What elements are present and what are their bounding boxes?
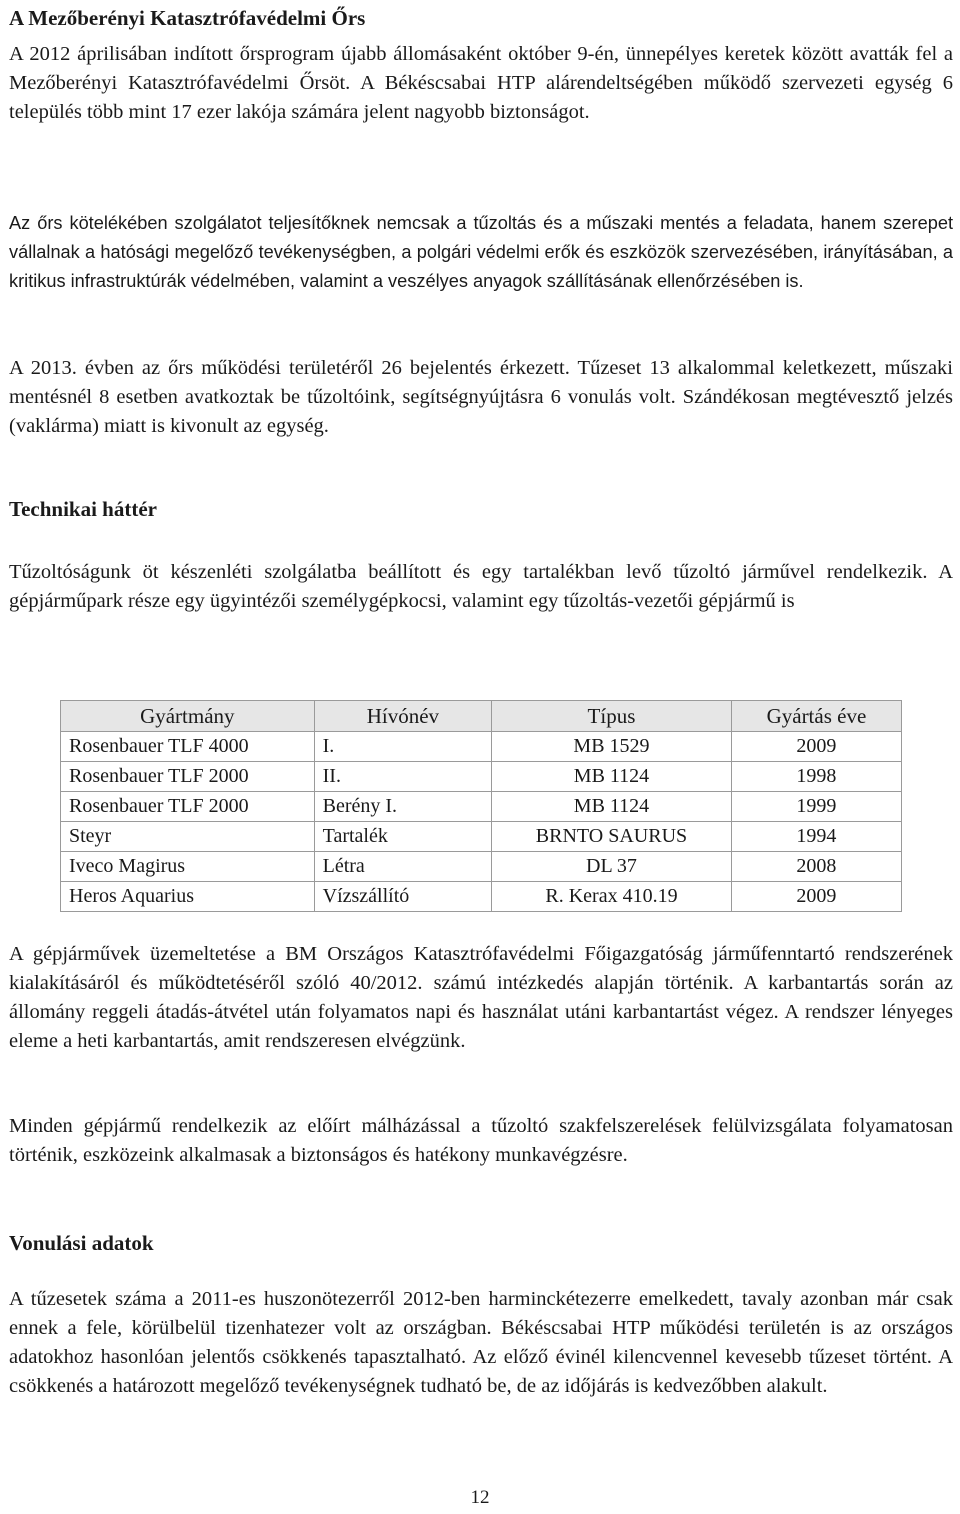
cell-make: Rosenbauer TLF 4000	[61, 732, 315, 762]
table-row	[61, 822, 902, 852]
cell-year: 1999	[731, 792, 901, 822]
cell-callsign: Létra	[314, 852, 491, 882]
duties-paragraph: Az őrs kötelékében szolgálatot teljesítőknek nemcsak a tűzoltás és a műszaki mentés a feladata, hanem szerepet vállalnak a hatósági megelőző tevékenységben, a polgári védelmi erők és eszközök szervezésében, irányításában, a kritikus infrastruktúrák védelmében, valamint a veszélyes anyagok szállításának ellenőrzésében is.	[9, 213, 953, 291]
vehicle-table	[60, 700, 902, 912]
cell-make: Rosenbauer TLF 2000	[61, 792, 315, 822]
cell-year: 1998	[731, 762, 901, 792]
cell-type: DL 37	[492, 852, 732, 882]
cell-type: BRNTO SAURUS	[492, 822, 732, 852]
cell-type: MB 1529	[492, 732, 732, 762]
column-header-callsign: Hívónév	[314, 701, 491, 732]
equipment-paragraph: Minden gépjármű rendelkezik az előírt málházással a tűzoltó szakfelszerelések felülvizsgálata folyamatosan történik, eszközeink alkalmasak a biztonságos és hatékony munkavégzésre.	[9, 1115, 953, 1166]
section-heading-technical: Technikai háttér	[9, 497, 157, 521]
statistics-paragraph: A 2013. évben az őrs működési területéről 26 bejelentés érkezett. Tűzeset 13 alkalommal keletkezett, műszaki mentésnél 8 esetben avatkoztak be tűzoltóink, segítségnyújtásra 6 vonulás volt. Szándékosan megtévesztő jelzés (vaklárma) miatt is kivonult az egység.	[9, 357, 953, 437]
cell-callsign: I.	[314, 732, 491, 762]
dispatch-paragraph: A tűzesetek száma a 2011-es huszonötezerről 2012-ben harminckétezerre emelkedett, tavaly azonban már csak ennek a fele, körülbelül tizenhatezer volt az országban. Békéscsabai HTP működési területén is az országos adatokhoz hasonlóan jelentős csökkenés tapasztalható. Az előző évinél kilencvennel kevesebb tűzeset történt. A csökkenés a határozott megelőző tevékenységnek tudható be, de az időjárás is kedvezőbben alakult.	[9, 1288, 953, 1397]
cell-type: R. Kerax 410.19	[492, 882, 732, 912]
cell-make: Rosenbauer TLF 2000	[61, 762, 315, 792]
cell-callsign: II.	[314, 762, 491, 792]
table-row	[61, 852, 902, 882]
column-header-make: Gyártmány	[61, 701, 315, 732]
cell-type: MB 1124	[492, 792, 732, 822]
cell-make: Heros Aquarius	[61, 882, 315, 912]
page-number: 12	[470, 1487, 490, 1508]
section-heading-dispatch: Vonulási adatok	[9, 1231, 154, 1255]
cell-make: Steyr	[61, 822, 315, 852]
cell-year: 2009	[731, 882, 901, 912]
column-header-year: Gyártás éve	[731, 701, 901, 732]
cell-type: MB 1124	[492, 762, 732, 792]
column-header-type: Típus	[492, 701, 732, 732]
maintenance-paragraph: A gépjárművek üzemeltetése a BM Országos Katasztrófavédelmi Főigazgatóság járműfenntartó rendszerének kialakításáról és működtetéséről szóló 40/2012. számú intézkedés alapján történik. A karbantartás során az állomány reggeli átadás-átvétel után folyamatos napi és használat utáni karbantartást végez. A rendszer lényeges eleme a heti karbantartás, amit rendszeresen elvégzünk.	[9, 943, 953, 1052]
cell-year: 2008	[731, 852, 901, 882]
cell-callsign: Vízszállító	[314, 882, 491, 912]
table-row	[61, 762, 902, 792]
technical-paragraph: Tűzoltóságunk öt készenléti szolgálatba beállított és egy tartalékban levő tűzoltó járművel rendelkezik. A gépjárműpark része egy ügyintézői személygépkocsi, valamint egy tűzoltás-vezetői gépjármű is	[9, 561, 953, 612]
cell-year: 1994	[731, 822, 901, 852]
cell-make: Iveco Magirus	[61, 852, 315, 882]
table-row	[61, 732, 902, 762]
table-header-row	[61, 701, 902, 732]
cell-year: 2009	[731, 732, 901, 762]
cell-callsign: Berény I.	[314, 792, 491, 822]
page-title: A Mezőberényi Katasztrófavédelmi Őrs	[9, 6, 366, 30]
table-row	[61, 792, 902, 822]
intro-paragraph: A 2012 áprilisában indított őrsprogram újabb állomásaként október 9-én, ünnepélyes keretek között avatták fel a Mezőberényi Katasztrófavédelmi Őrsöt. A Békéscsabai HTP alárendeltségében működő szervezeti egység 6 település több mint 17 ezer lakója számára jelent nagyobb biztonságot.	[9, 43, 953, 123]
cell-callsign: Tartalék	[314, 822, 491, 852]
vehicle-table-container	[60, 700, 902, 912]
table-row	[61, 882, 902, 912]
